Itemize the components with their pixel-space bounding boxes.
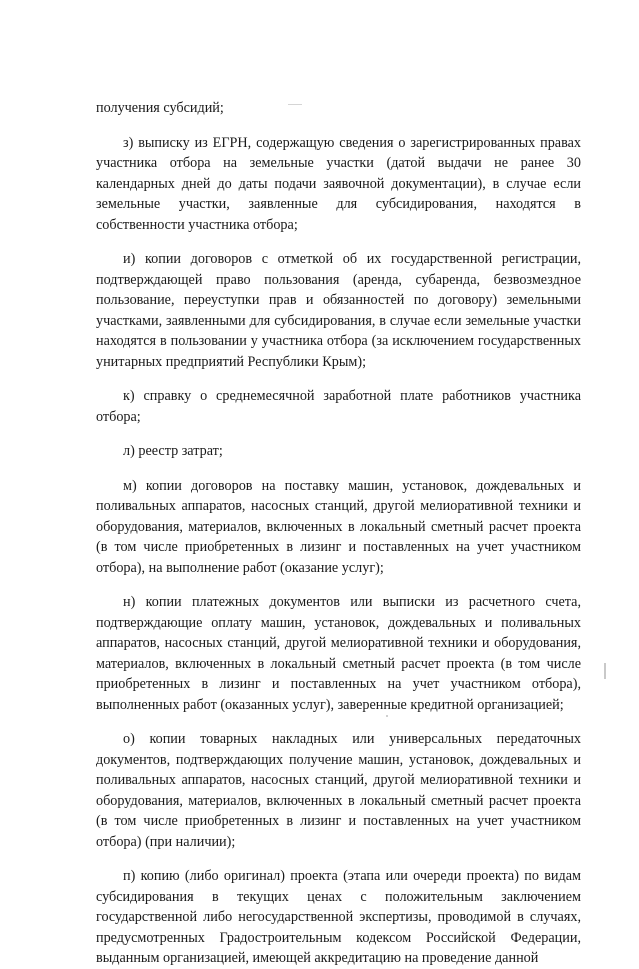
paragraph-k: к) справку о среднемесячной заработной плате работников участника отбора; <box>96 388 581 425</box>
scan-speck <box>386 715 388 717</box>
paragraph-p: п) копию (либо оригинал) проекта (этапа или очереди проекта) по видам субсидирования в текущих ценах с положительным заключением государственной либо негосударственной экспертизы, проводимой в случаях, предусмотренных Градостроительным кодексом Российской Федерации, выданным организацией, имеющей аккредитацию на проведение данной <box>96 868 581 966</box>
paragraph-n: н) копии платежных документов или выписки из расчетного счета, подтверждающие оплату машин, установок, дождевальных и поливальных аппаратов, насосных станций, другой мелиоративной техники и оборудования, материалов, включенных в локальный сметный расчет проекта (в том числе приобретенных в лизинг и поставленных на учет участником отбора), выполненных работ (оказанных услуг), заверенные кредитной организацией; <box>96 594 581 713</box>
document-body <box>96 98 581 969</box>
scan-speck <box>288 104 302 105</box>
paragraph-l: л) реестр затрат; <box>123 443 223 459</box>
scan-speck <box>604 663 606 679</box>
paragraph-continuation: получения субсидий; <box>96 100 224 116</box>
paragraph-i: и) копии договоров с отметкой об их государственной регистрации, подтверждающей право пользования (аренда, субаренда, безвозмездное пользование, переуступки прав и обязанностей по договору) земельными участками, заявленными для субсидирования, в случае если земельные участки находятся в пользовании у участника отбора (за исключением государственных унитарных предприятий Республики Крым); <box>96 251 581 370</box>
paragraph-o: о) копии товарных накладных или универсальных передаточных документов, подтверждающих получение машин, установок, дождевальных и поливальных аппаратов, насосных станций, другой мелиоративной техники и оборудования, материалов, включенных в локальный сметный расчет проекта (в том числе приобретенных в лизинг и поставленных на учет участником отбора) (при наличии); <box>96 731 581 850</box>
paragraph-m: м) копии договоров на поставку машин, установок, дождевальных и поливальных аппаратов, насосных станций, другой мелиоративной техники и оборудования, материалов, включенных в локальный сметный расчет проекта (в том числе приобретенных в лизинг и поставленных на учет участником отбора), на выполнение работ (оказание услуг); <box>96 477 581 576</box>
paragraph-z: з) выписку из ЕГРН, содержащую сведения о зарегистрированных правах участника отбора на земельные участки (датой выдачи не ранее 30 календарных дней до даты подачи заявочной документации), в случае если земельные участки, заявленные для субсидирования, находятся в собственности участника отбора; <box>96 134 581 233</box>
